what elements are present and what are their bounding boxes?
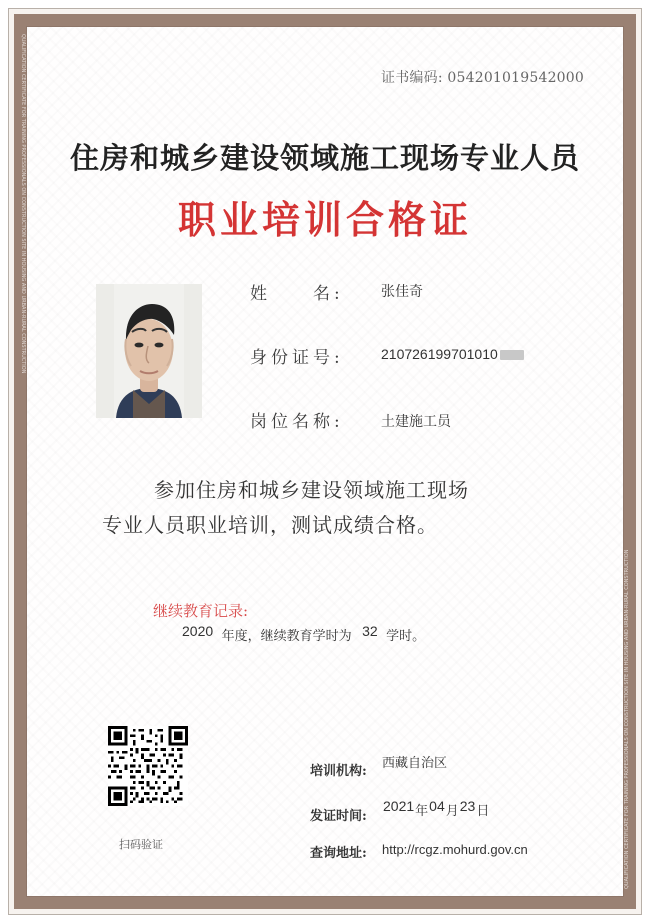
education-year: 2020 bbox=[182, 623, 214, 639]
training-organization-value: 西藏自治区 bbox=[382, 755, 448, 770]
issue-year: 2021 bbox=[383, 798, 415, 814]
issue-date-value bbox=[382, 800, 489, 819]
education-text-2: 学时。 bbox=[386, 629, 426, 644]
id-number-value-group bbox=[381, 346, 524, 362]
id-number-value: 210726199701010 bbox=[381, 346, 498, 362]
statement-line-2: 专业人员职业培训，测试成绩合格。 bbox=[102, 513, 438, 537]
certificate-number-value: 054201019542000 bbox=[447, 70, 584, 86]
certificate-number-label: 证书编码: bbox=[381, 70, 443, 86]
certificate-title: 住房和城乡建设领域施工现场专业人员 bbox=[69, 141, 580, 175]
certificate-number bbox=[381, 67, 584, 87]
certificate-subtitle: 职业培训合格证 bbox=[177, 197, 472, 242]
education-text-1: 年度，继续教育学时为 bbox=[221, 629, 352, 644]
name-label: 姓 名: bbox=[250, 284, 344, 304]
continuing-education-record bbox=[182, 625, 425, 644]
issue-year-suffix: 年 bbox=[415, 804, 429, 819]
education-hours: 32 bbox=[362, 623, 378, 639]
qr-code-icon bbox=[108, 726, 188, 806]
id-number-label: 身份证号: bbox=[250, 348, 344, 368]
profile-photo bbox=[96, 284, 202, 418]
statement-line-1: 参加住房和城乡建设领域施工现场 bbox=[154, 478, 469, 502]
query-address-label: 查询地址: bbox=[310, 846, 367, 861]
position-value: 土建施工员 bbox=[381, 413, 451, 429]
position-label: 岗位名称: bbox=[250, 412, 344, 432]
name-value: 张佳奇 bbox=[381, 283, 423, 299]
issue-month-suffix: 月 bbox=[445, 804, 459, 819]
portrait-image bbox=[96, 284, 202, 418]
right-security-text: QUALIFICATION CERTIFICATE FOR TRAINING PROFESSIONALS ON CONSTRUCTION SITE IN HOUSING AND URBAN-RURAL CONSTRUCTION bbox=[624, 549, 630, 889]
issue-day-suffix: 日 bbox=[476, 804, 490, 819]
query-address-link[interactable]: http://rcgz.mohurd.gov.cn bbox=[382, 842, 528, 857]
continuing-education-title: 继续教育记录: bbox=[153, 602, 249, 620]
training-organization-label: 培训机构: bbox=[310, 764, 367, 779]
qr-code[interactable] bbox=[108, 726, 188, 806]
qr-code-label: 扫码验证 bbox=[119, 838, 163, 851]
id-number-mask bbox=[500, 350, 524, 360]
left-security-text: QUALIFICATION CERTIFICATE FOR TRAINING PROFESSIONALS ON CONSTRUCTION SITE IN HOUSING AND URBAN-RURAL CONSTRUCTION bbox=[20, 34, 26, 374]
issue-month: 04 bbox=[429, 798, 445, 814]
issue-date-label: 发证时间: bbox=[310, 809, 367, 824]
issue-day: 23 bbox=[459, 798, 476, 814]
